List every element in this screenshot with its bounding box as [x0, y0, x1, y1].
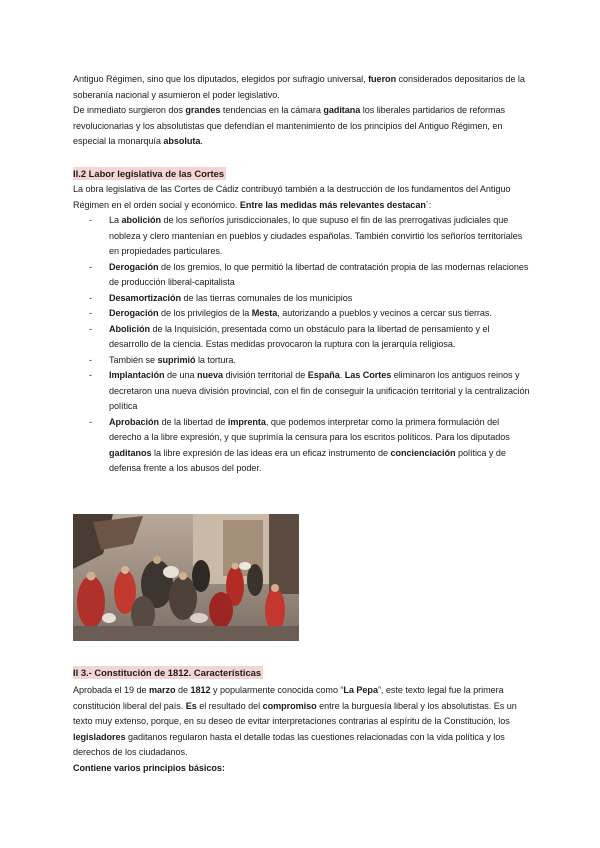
- list-item: - También se suprimió la tortura.: [73, 353, 531, 369]
- list-item: - Derogación de los privilegios de la Mesta, autorizando a pueblos y vecinos a cercar sus tierras.: [73, 306, 531, 322]
- section2-text: [73, 182, 531, 477]
- list-item: - La abolición de los señoríos jurisdiccionales, lo que supuso el fin de las prerrogativas judiciales que nobleza y clero mantenían en pueblos y ciudades españolas. También convirtió los señoríos territoriales en propiedades particulares.: [73, 213, 531, 260]
- list-item: - Implantación de una nueva división territorial de España. Las Cortes eliminaron los antiguos reinos y decretaron una nueva división provincial, con el fin de conseguir la unificación territorial y la centralización política: [73, 368, 531, 415]
- list-item: - Desamortización de las tierras comunales de los municipios: [73, 291, 531, 307]
- section3-closing: Contiene varios principios básicos:: [73, 762, 225, 773]
- intro-paragraph-1: Antiguo Régimen, sino que los diputados, elegidos por sufragio universal, fueron considerados depositarios de la soberanía nacional y asumieron el poder legislativo.: [73, 74, 525, 100]
- intro-text: [73, 72, 531, 150]
- section2-intro: La obra legislativa de las Cortes de Cádiz contribuyó también a la destrucción de los fundamentos del Antiguo Régimen en el orden social y económico. Entre las medidas más relevantes destacan´:: [73, 184, 511, 210]
- measures-list: [73, 213, 531, 477]
- intro-paragraph-2: De inmediato surgieron dos grandes tendencias en la cámara gaditana los liberales partidarios de reformas revolucionarias y los absolutistas que defendían el mantenimiento de los principios del Antiguo Régimen, en especial la monarquía absoluta.: [73, 105, 505, 146]
- list-item: - Aprobación de la libertad de imprenta, que podemos interpretar como la primera formulación del derecho a la libre expresión, y que suprimía la censura para los escritos políticos. Para los diputados gaditanos la libre expresión de las ideas era un eficaz instrumento de concienciación política y de defensa frente a los abusos del poder.: [73, 415, 531, 477]
- list-item: - Derogación de los gremios, lo que permitió la libertad de contratación propia de las modernas relaciones de producción liberal-capitalista: [73, 260, 531, 291]
- section3-paragraph: Aprobada el 19 de marzo de 1812 y popularmente conocida como “La Pepa”, este texto legal fue la primera constitución liberal del país. Es el resultado del compromiso entre la burguesía liberal y los absolutistas. Es un texto muy extenso, porque, en su deseo de evitar interpretaciones contrarias al espíritu de la Constitución, los legisladores gaditanos regularon hasta el detalle todas las cuestiones relacionadas con la vida política y los derechos de los ciudadanos.: [73, 685, 517, 757]
- painting-illustration: [73, 514, 299, 641]
- list-item: - Abolición de la Inquisición, presentada como un obstáculo para la libertad de pensamiento y el desarrollo de la ciencia. Estas medidas provocaron la ruptura con la jerarquía religiosa.: [73, 322, 531, 353]
- section-heading-labor-legislativa: II.2 Labor legislativa de las Cortes: [73, 168, 225, 179]
- section-heading-constitucion-1812: II 3.- Constitución de 1812. Características: [73, 667, 262, 678]
- section3-text: [73, 683, 531, 776]
- cortes-de-cadiz-painting: [73, 514, 299, 641]
